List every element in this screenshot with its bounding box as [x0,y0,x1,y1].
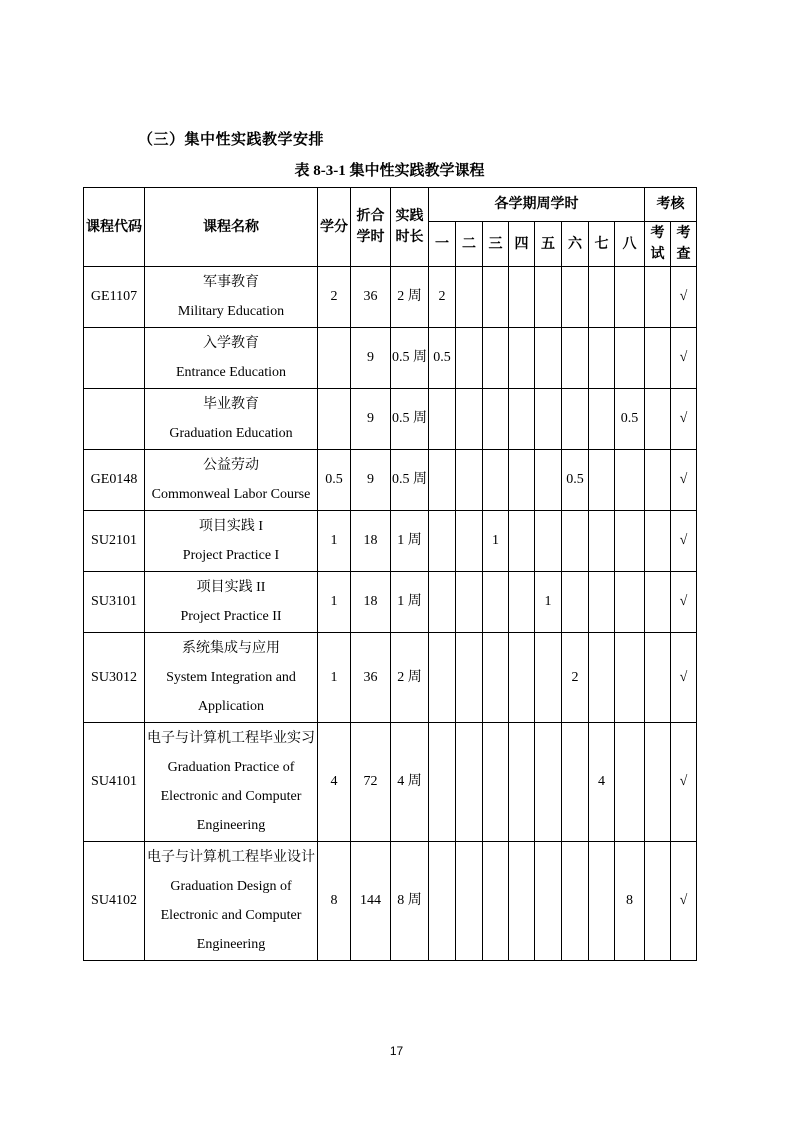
semester-1-hours-cell: 2 [429,267,456,328]
semester-6-hours-cell [562,723,589,842]
course-name-zh: 系统集成与应用 [182,641,280,656]
course-hours-cell: 9 [351,389,391,450]
semester-7-hours-cell [589,267,615,328]
course-name-en: Entrance Education [175,365,286,380]
semester-7-hours-cell [589,511,615,572]
semester-3-hours-cell [483,450,509,511]
course-code-cell: SU4101 [84,723,145,842]
exam-cell [645,572,671,633]
course-code-cell: GE0148 [84,450,145,511]
header-semester-6: 六 [562,222,589,267]
course-name-zh: 电子与计算机工程毕业设计 [147,850,315,865]
course-credits-cell: 8 [318,842,351,961]
semester-1-hours-cell [429,723,456,842]
semester-8-hours-cell [615,633,645,723]
exam-cell [645,723,671,842]
semester-3-hours-cell [483,633,509,723]
course-credits-cell: 0.5 [318,450,351,511]
course-credits-cell [318,389,351,450]
course-duration-cell: 2 周 [391,267,429,328]
semester-3-hours-cell: 1 [483,511,509,572]
header-semester-8: 八 [615,222,645,267]
semester-4-hours-cell [509,389,535,450]
inspection-check-mark: √ [671,511,697,572]
course-name-zh: 电子与计算机工程毕业实习 [147,731,315,746]
course-name-cell [145,267,318,328]
course-name-en: Graduation Education [169,426,293,441]
semester-5-hours-cell [535,450,562,511]
exam-cell [645,267,671,328]
table-body [84,267,697,961]
exam-cell [645,633,671,723]
semester-1-hours-cell [429,450,456,511]
semester-3-hours-cell [483,389,509,450]
course-name-zh: 军事教育 [203,275,259,290]
semester-2-hours-cell [456,267,483,328]
course-hours-cell: 18 [351,572,391,633]
header-course-name: 课程名称 [145,188,318,267]
course-name-cell [145,511,318,572]
header-semester-1: 一 [429,222,456,267]
course-name-cell [145,842,318,961]
course-name-zh: 项目实践 I [198,519,264,534]
course-name-cell [145,572,318,633]
semester-2-hours-cell [456,511,483,572]
semester-8-hours-cell: 0.5 [615,389,645,450]
course-duration-cell: 0.5 周 [391,328,429,389]
course-hours-cell: 18 [351,511,391,572]
semester-8-hours-cell [615,450,645,511]
semester-2-hours-cell [456,723,483,842]
course-name-en: Graduation Design of Electronic and Computer Engineering [160,879,302,952]
semester-4-hours-cell [509,511,535,572]
course-name-cell [145,328,318,389]
semester-6-hours-cell [562,328,589,389]
course-row [84,633,697,723]
course-duration-cell: 0.5 周 [391,450,429,511]
semester-7-hours-cell [589,450,615,511]
exam-cell [645,511,671,572]
course-name-cell [145,450,318,511]
course-code-cell [84,389,145,450]
semester-5-hours-cell [535,389,562,450]
semester-6-hours-cell: 0.5 [562,450,589,511]
course-duration-cell: 1 周 [391,511,429,572]
semester-5-hours-cell [535,633,562,723]
course-duration-cell: 1 周 [391,572,429,633]
semester-3-hours-cell [483,267,509,328]
semester-5-hours-cell [535,267,562,328]
course-name-en: Project Practice I [182,548,280,563]
curriculum-table [83,187,697,961]
header-course-code: 课程代码 [84,188,145,267]
course-row [84,572,697,633]
inspection-check-mark: √ [671,633,697,723]
course-name-zh: 公益劳动 [203,458,259,473]
course-duration-cell: 4 周 [391,723,429,842]
course-hours-cell: 36 [351,633,391,723]
course-hours-cell: 72 [351,723,391,842]
semester-6-hours-cell: 2 [562,633,589,723]
course-row [84,389,697,450]
course-credits-cell: 1 [318,572,351,633]
course-name-zh: 入学教育 [203,336,259,351]
course-name-en: System Integration and Application [166,670,296,714]
header-semester-4: 四 [509,222,535,267]
exam-cell [645,842,671,961]
header-weekly-hours-group: 各学期周学时 [429,188,645,222]
header-converted-hours: 折合学时 [351,188,391,267]
semester-2-hours-cell [456,633,483,723]
semester-5-hours-cell [535,511,562,572]
semester-5-hours-cell [535,723,562,842]
course-row [84,328,697,389]
header-assessment-group: 考核 [645,188,697,222]
semester-3-hours-cell [483,842,509,961]
header-practice-duration: 实践时长 [391,188,429,267]
course-hours-cell: 9 [351,328,391,389]
semester-2-hours-cell [456,389,483,450]
course-credits-cell: 1 [318,511,351,572]
course-credits-cell: 2 [318,267,351,328]
semester-3-hours-cell [483,328,509,389]
course-credits-cell: 1 [318,633,351,723]
semester-4-hours-cell [509,328,535,389]
semester-8-hours-cell: 8 [615,842,645,961]
semester-6-hours-cell [562,267,589,328]
course-row [84,842,697,961]
semester-6-hours-cell [562,842,589,961]
header-inspection: 考查 [671,222,697,267]
semester-4-hours-cell [509,267,535,328]
course-duration-cell: 2 周 [391,633,429,723]
table-header [84,188,697,267]
course-name-en: Commonweal Labor Course [151,487,311,502]
semester-4-hours-cell [509,572,535,633]
semester-7-hours-cell: 4 [589,723,615,842]
course-name-zh: 毕业教育 [203,397,259,412]
semester-8-hours-cell [615,723,645,842]
course-name-en: Project Practice II [180,609,282,624]
semester-2-hours-cell [456,450,483,511]
course-name-en: Graduation Practice of Electronic and Computer Engineering [160,760,302,833]
course-code-cell: SU3012 [84,633,145,723]
exam-cell [645,450,671,511]
course-code-cell: SU2101 [84,511,145,572]
course-name-zh: 项目实践 II [196,580,266,595]
header-semester-3: 三 [483,222,509,267]
semester-6-hours-cell [562,389,589,450]
course-row [84,450,697,511]
course-duration-cell: 8 周 [391,842,429,961]
semester-4-hours-cell [509,633,535,723]
semester-4-hours-cell [509,450,535,511]
semester-5-hours-cell [535,328,562,389]
inspection-check-mark: √ [671,842,697,961]
semester-2-hours-cell [456,842,483,961]
semester-7-hours-cell [589,633,615,723]
semester-7-hours-cell [589,842,615,961]
inspection-check-mark: √ [671,723,697,842]
semester-1-hours-cell [429,389,456,450]
course-code-cell: GE1107 [84,267,145,328]
semester-2-hours-cell [456,328,483,389]
semester-8-hours-cell [615,328,645,389]
inspection-check-mark: √ [671,267,697,328]
course-duration-cell: 0.5 周 [391,389,429,450]
semester-1-hours-cell [429,633,456,723]
course-code-cell [84,328,145,389]
course-name-cell [145,633,318,723]
course-name-cell [145,389,318,450]
course-code-cell: SU3101 [84,572,145,633]
header-exam: 考试 [645,222,671,267]
course-code-cell: SU4102 [84,842,145,961]
semester-1-hours-cell [429,842,456,961]
semester-4-hours-cell [509,723,535,842]
course-row [84,267,697,328]
inspection-check-mark: √ [671,389,697,450]
page-number: 17 [389,1044,404,1058]
header-row-top [84,188,697,222]
semester-7-hours-cell [589,328,615,389]
header-credits: 学分 [318,188,351,267]
semester-1-hours-cell: 0.5 [429,328,456,389]
semester-2-hours-cell [456,572,483,633]
course-row [84,511,697,572]
exam-cell [645,389,671,450]
table-caption: 表 8-3-1 集中性实践教学课程 [294,163,485,179]
course-name-cell [145,723,318,842]
semester-3-hours-cell [483,572,509,633]
semester-5-hours-cell [535,842,562,961]
inspection-check-mark: √ [671,450,697,511]
course-hours-cell: 9 [351,450,391,511]
inspection-check-mark: √ [671,328,697,389]
section-heading: （三）集中性实践教学安排 [138,132,325,148]
course-hours-cell: 144 [351,842,391,961]
semester-8-hours-cell [615,511,645,572]
semester-6-hours-cell [562,572,589,633]
course-row [84,723,697,842]
semester-6-hours-cell [562,511,589,572]
semester-3-hours-cell [483,723,509,842]
semester-8-hours-cell [615,267,645,328]
semester-1-hours-cell [429,572,456,633]
header-semester-5: 五 [535,222,562,267]
header-semester-7: 七 [589,222,615,267]
semester-4-hours-cell [509,842,535,961]
inspection-check-mark: √ [671,572,697,633]
course-hours-cell: 36 [351,267,391,328]
semester-8-hours-cell [615,572,645,633]
semester-5-hours-cell: 1 [535,572,562,633]
exam-cell [645,328,671,389]
course-name-en: Military Education [177,304,285,319]
semester-7-hours-cell [589,389,615,450]
semester-1-hours-cell [429,511,456,572]
header-semester-2: 二 [456,222,483,267]
semester-7-hours-cell [589,572,615,633]
course-credits-cell [318,328,351,389]
course-credits-cell: 4 [318,723,351,842]
